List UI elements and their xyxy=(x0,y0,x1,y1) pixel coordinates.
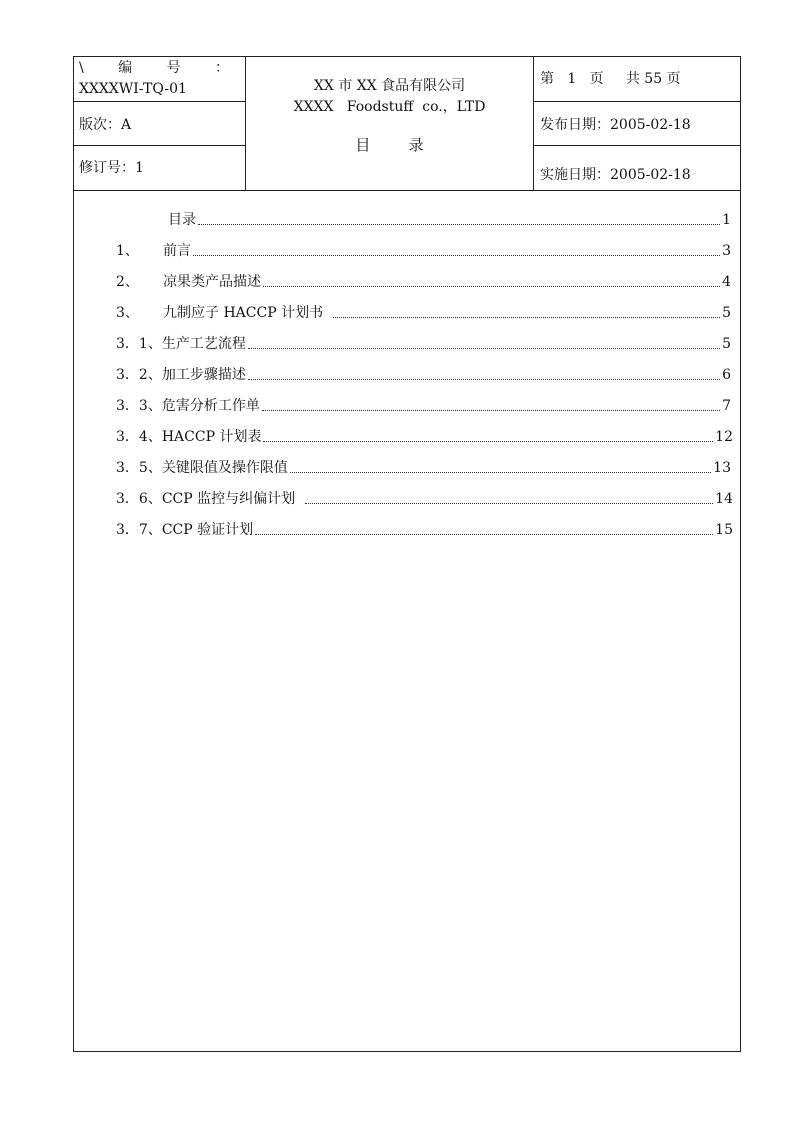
toc-entry[interactable]: 3．5、 关键限值及操作限值 13 xyxy=(116,460,731,476)
doc-number: XXXXWI-TQ-01 xyxy=(79,81,187,97)
right-row-divider-1 xyxy=(533,101,741,102)
left-row-divider-1 xyxy=(73,101,245,102)
effective-date: 实施日期：2005-02-18 xyxy=(540,167,691,183)
toc-entry[interactable]: 2、 凉果类产品描述 4 xyxy=(116,274,731,290)
header-bottom-line xyxy=(73,190,741,191)
toc-entry[interactable]: 3．4、 HACCP 计划表 12 xyxy=(116,429,733,445)
toc-entry[interactable]: 1、 前言 3 xyxy=(116,243,731,259)
doc-number-label: \ 编 号 ： xyxy=(79,60,229,76)
revision-number: 修订号：1 xyxy=(79,160,144,176)
company-name-cn: XX 市 XX 食品有限公司 xyxy=(313,78,466,94)
right-column-divider xyxy=(533,56,534,190)
toc-entry[interactable]: 3．7、 CCP 验证计划 15 xyxy=(116,522,733,538)
left-row-divider-2 xyxy=(73,145,245,146)
toc-entry[interactable]: 目录 1 xyxy=(168,212,731,228)
version: 版次：A xyxy=(79,117,132,133)
toc-entry[interactable]: 3、 九制应子 HACCP 计划书 5 xyxy=(116,305,731,321)
toc-entry[interactable]: 3．1、 生产工艺流程 5 xyxy=(116,336,731,352)
company-name-en: XXXX Foodstuff co.，LTD xyxy=(293,99,486,115)
issue-date: 发布日期：2005-02-18 xyxy=(540,117,691,133)
toc-entry[interactable]: 3．2、 加工步骤描述 6 xyxy=(116,367,731,383)
toc-entry[interactable]: 3．3、 危害分析工作单 7 xyxy=(116,398,731,414)
right-row-divider-2 xyxy=(533,145,741,146)
document-title: 目 录 xyxy=(355,136,424,154)
document-frame xyxy=(73,56,741,1052)
toc-entry[interactable]: 3．6、 CCP 监控与纠偏计划 14 xyxy=(116,491,733,507)
page-info: 第 1 页 共 55 页 xyxy=(540,71,681,87)
